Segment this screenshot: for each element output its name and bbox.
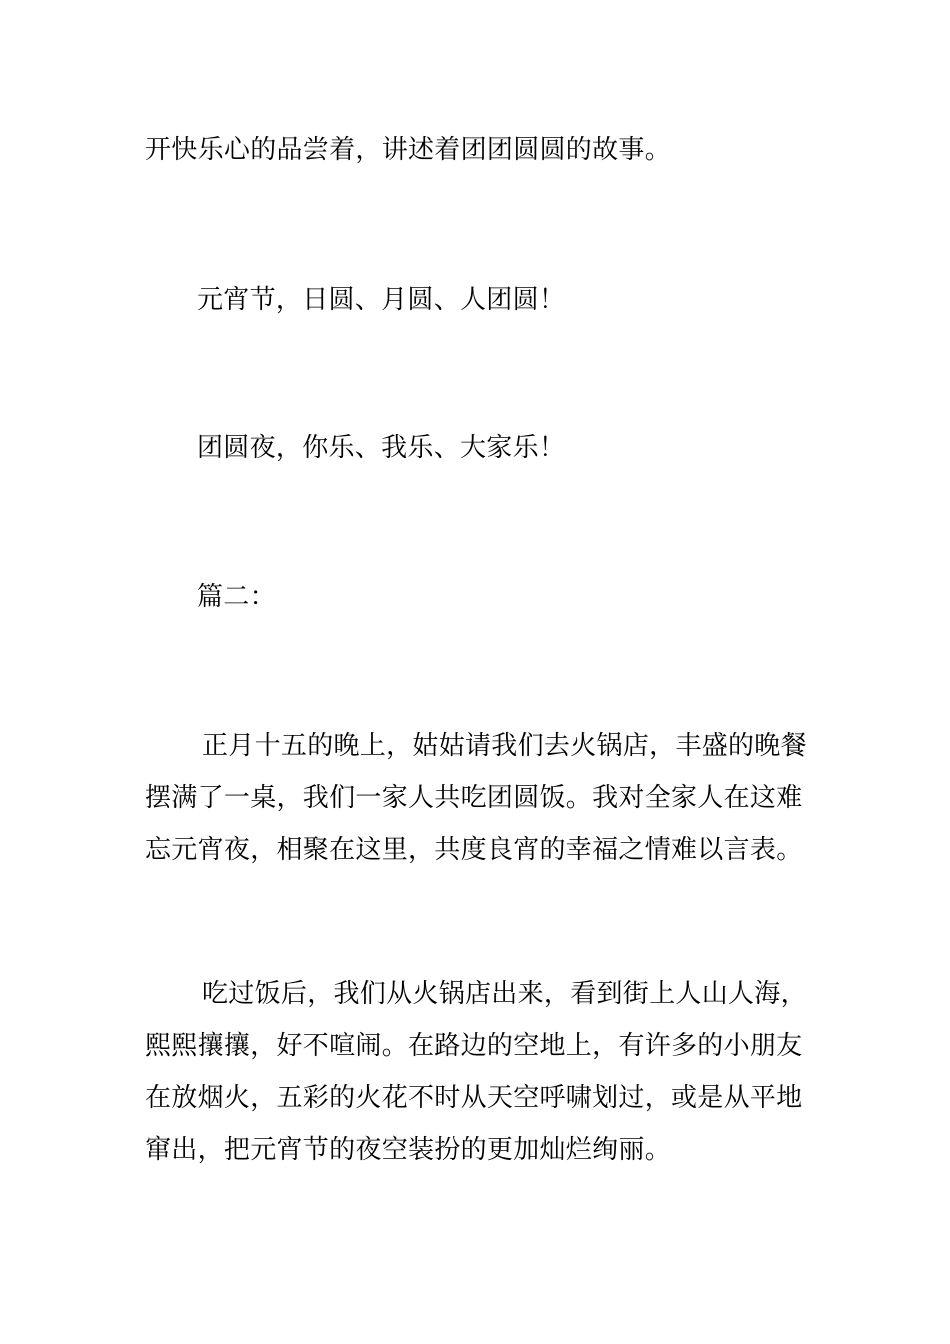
text-line: 开快乐心的品尝着，讲述着团团圆圆的故事。 — [145, 135, 672, 165]
text-line: 团圆夜，你乐、我乐、大家乐！ — [197, 433, 566, 463]
text-line: 在放烟火，五彩的火花不时从天空呼啸划过，或是从平地 — [145, 1083, 803, 1113]
paragraph-continuation — [145, 124, 810, 176]
section-heading-part-two — [145, 571, 810, 623]
paragraph-reunion-night — [145, 422, 810, 474]
paragraph-fireworks — [145, 968, 810, 1176]
text-line: 熙熙攘攘，好不喧闹。在路边的空地上，有许多的小朋友 — [145, 1031, 803, 1061]
paragraph-lantern-festival — [145, 274, 810, 326]
text-line: 元宵节，日圆、月圆、人团圆！ — [197, 285, 566, 315]
text-line: 吃过饭后，我们从火锅店出来，看到街上人山人海， — [202, 979, 807, 1009]
text-line: 篇二： — [197, 582, 276, 612]
text-line: 窜出，把元宵节的夜空装扮的更加灿烂绚丽。 — [145, 1135, 672, 1165]
paragraph-dinner — [145, 720, 810, 876]
text-line: 忘元宵夜，相聚在这里，共度良宵的幸福之情难以言表。 — [145, 835, 803, 865]
text-line: 摆满了一桌，我们一家人共吃团圆饭。我对全家人在这难 — [145, 783, 803, 813]
text-line: 正月十五的晚上，姑姑请我们去火锅店，丰盛的晚餐 — [202, 731, 807, 761]
